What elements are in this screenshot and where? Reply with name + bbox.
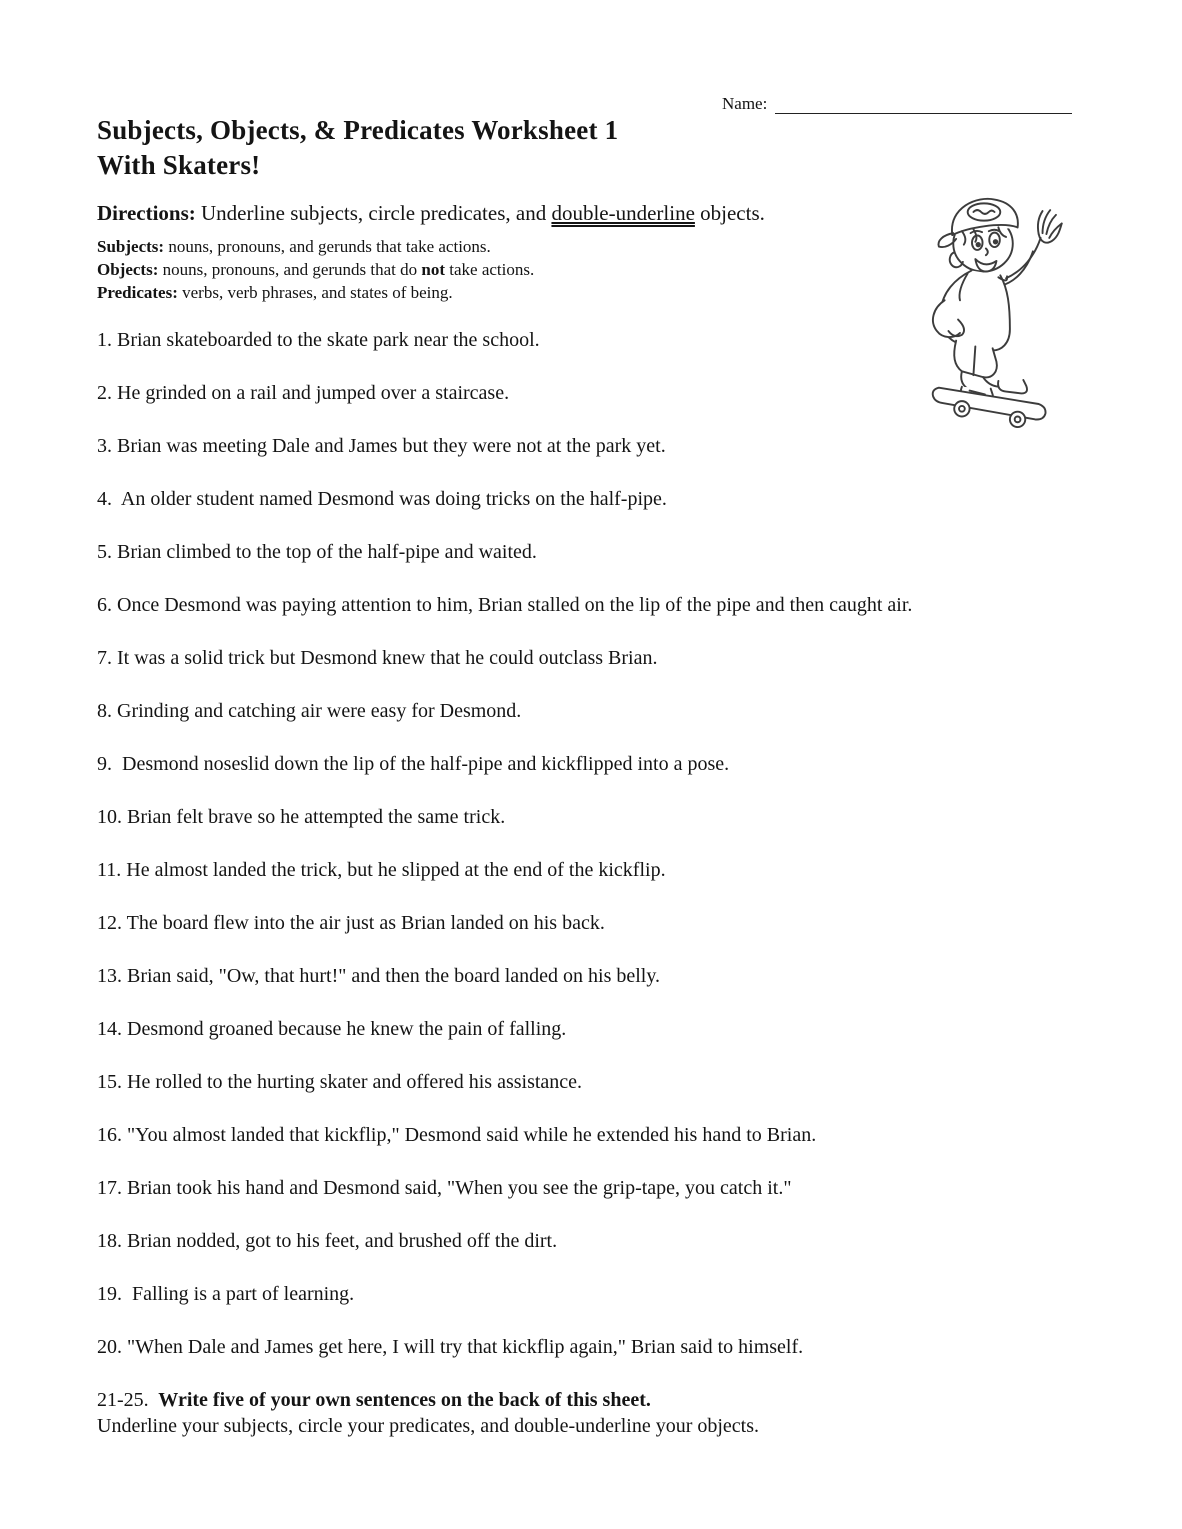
directions-text-post: objects.: [694, 201, 765, 225]
sentence-list: [97, 328, 1094, 1359]
item-range: 21-25.: [97, 1389, 149, 1411]
page-title: Subjects, Objects, & Predicates Worksheet 1: [97, 115, 619, 145]
page-subtitle: With Skaters!: [97, 150, 261, 180]
definition-predicates: Predicates: verbs, verb phrases, and states of being.: [97, 283, 453, 302]
directions: [97, 200, 1094, 226]
sentence-item-12: 12. The board flew into the air just as Brian landed on his back.: [97, 912, 605, 934]
sentence-item-17: 17. Brian took his hand and Desmond said, "When you see the grip-tape, you catch it.": [97, 1177, 792, 1199]
sentence-item-1: 1. Brian skateboarded to the skate park near the school.: [97, 329, 540, 351]
term-definitions: [97, 235, 1094, 304]
sentence-item-5: 5. Brian climbed to the top of the half-pipe and waited.: [97, 541, 537, 563]
directions-double-underline-word: double-underline: [551, 201, 695, 225]
sentence-item-14: 14. Desmond groaned because he knew the pain of falling.: [97, 1018, 567, 1040]
sentence-item-16: 16. "You almost landed that kickflip," Desmond said while he extended his hand to Brian.: [97, 1124, 817, 1146]
sentence-item-9: 9. Desmond noseslid down the lip of the half-pipe and kickflipped into a pose.: [97, 753, 730, 775]
write-your-own-bold-text: Write five of your own sentences on the back of this sheet.: [148, 1389, 651, 1411]
sentence-item-8: 8. Grinding and catching air were easy for Desmond.: [97, 700, 522, 722]
sentence-item-2: 2. He grinded on a rail and jumped over a staircase.: [97, 382, 510, 404]
sentence-item-6: 6. Once Desmond was paying attention to him, Brian stalled on the lip of the pipe and then caught air.: [97, 594, 913, 616]
sentence-item-3: 3. Brian was meeting Dale and James but they were not at the park yet.: [97, 435, 666, 457]
directions-label: Directions:: [97, 201, 196, 225]
name-label: Name:: [722, 94, 768, 113]
definition-objects: Objects: nouns, pronouns, and gerunds that do not take actions.: [97, 260, 535, 279]
sentence-item-15: 15. He rolled to the hurting skater and offered his assistance.: [97, 1071, 583, 1093]
write-your-own-section: [97, 1388, 1094, 1440]
name-field-row: [722, 94, 1082, 114]
sentence-item-10: 10. Brian felt brave so he attempted the same trick.: [97, 806, 506, 828]
sentence-item-19: 19. Falling is a part of learning.: [97, 1283, 355, 1305]
sentence-item-18: 18. Brian nodded, got to his feet, and brushed off the dirt.: [97, 1230, 558, 1252]
directions-text-pre: Underline subjects, circle predicates, and: [195, 201, 552, 225]
sentence-item-20: 20. "When Dale and James get here, I will try that kickflip again," Brian said to himself.: [97, 1336, 804, 1358]
definition-subjects: Subjects: nouns, pronouns, and gerunds that take actions.: [97, 237, 491, 256]
worksheet-content: [97, 113, 1094, 1440]
write-your-own-subtext: Underline your subjects, circle your predicates, and double-underline your objects.: [97, 1415, 760, 1437]
sentence-item-11: 11. He almost landed the trick, but he slipped at the end of the kickflip.: [97, 859, 666, 881]
sentence-item-13: 13. Brian said, "Ow, that hurt!" and then the board landed on his belly.: [97, 965, 661, 987]
write-your-own-instruction: [97, 1388, 1094, 1412]
sentence-item-7: 7. It was a solid trick but Desmond knew that he could outclass Brian.: [97, 647, 658, 669]
name-blank-line: [775, 94, 1072, 114]
sentence-item-4: 4. An older student named Desmond was doing tricks on the half-pipe.: [97, 488, 667, 510]
